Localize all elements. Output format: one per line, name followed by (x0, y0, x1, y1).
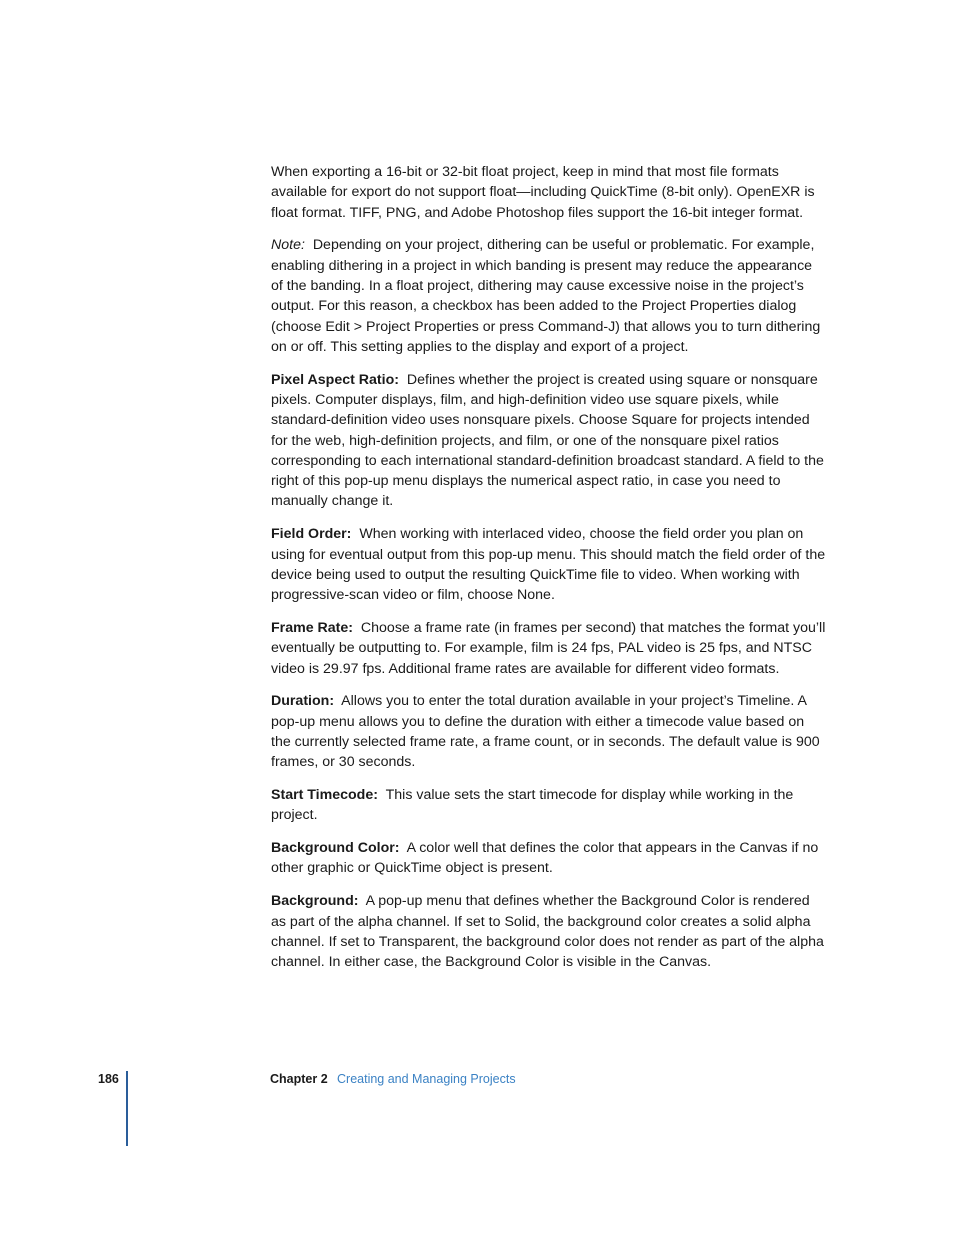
page-number: 186 (98, 1072, 119, 1086)
definition-text: A pop-up menu that defines whether the Background Color is rendered as part of the alpha channel. If set to Solid, the background color creates a solid alpha channel. If set to Transparent, the background color does not render as part of the alpha channel. In either case, the Background Color is visible in the Canvas. (271, 893, 824, 971)
definition-text: Choose a frame rate (in frames per second) that matches the format you’ll eventually be outputting to. For example, film is 24 fps, PAL video is 25 fps, and NTSC video is 29.97 fps. Additional frame rates are available for different video formats. (271, 619, 826, 677)
definition-term: Duration: (271, 693, 335, 710)
definition-start-timecode (271, 785, 827, 826)
definition-term: Background: (271, 893, 359, 910)
definition-pixel-aspect-ratio (271, 370, 827, 512)
definition-term: Frame Rate: (271, 619, 354, 636)
intro-paragraph: When exporting a 16-bit or 32-bit float project, keep in mind that most file formats available for export do not support float—including QuickTime (8-bit only). OpenEXR is float format. TIFF, PNG, and Adobe Photoshop files support the 16-bit integer format. (271, 164, 815, 221)
footer-divider (126, 1071, 128, 1146)
definition-term: Pixel Aspect Ratio: (271, 371, 399, 388)
body-text (271, 162, 827, 985)
definition-text: When working with interlaced video, choose the field order you plan on using for eventual output from this pop-up menu. This should match the field order of the device being used to output the resulting QuickTime file to video. When working with progressive-scan video or film, choose None. (271, 526, 826, 604)
definition-text: A color well that defines the color that appears in the Canvas if no other graphic or QuickTime object is present. (271, 840, 819, 877)
definition-text: This value sets the start timecode for display while working in the project. (271, 787, 794, 824)
note-paragraph (271, 235, 827, 357)
definition-background-color (271, 838, 827, 879)
definition-term: Start Timecode: (271, 787, 378, 804)
definition-text: Allows you to enter the total duration available in your project’s Timeline. A pop-up menu allows you to define the duration with either a timecode value based on the currently selected frame rate, a frame count, or in seconds. The default value is 900 frames, or 30 seconds. (271, 693, 820, 771)
definition-term: Field Order: (271, 526, 352, 543)
definition-background (271, 891, 827, 972)
definition-term: Background Color: (271, 840, 400, 857)
footer-chapter-label: Chapter 2 (270, 1072, 328, 1086)
definition-frame-rate (271, 618, 827, 679)
definition-field-order (271, 524, 827, 605)
definition-duration (271, 691, 827, 772)
note-label: Note: (271, 237, 305, 254)
definition-text: Defines whether the project is created using square or nonsquare pixels. Computer displays, film, and high-definition video use square pixels, while standard-definition video uses nonsquare pixels. Choose Square for projects intended for the web, high-definition projects, and film, or one of the nonsquare pixel ratios corresponding to each international standard-definition broadcast standard. A field to the right of this pop-up menu displays the numerical aspect ratio, in case you need to manually change it. (271, 371, 824, 510)
footer-chapter-title: Creating and Managing Projects (337, 1072, 516, 1086)
note-text: Depending on your project, dithering can be useful or problematic. For example, enabling dithering in a project in which banding is present may reduce the appearance of the banding. In a float project, dithering may cause excessive noise in the project’s output. For this reason, a checkbox has been added to the Project Properties dialog (choose Edit > Project Properties or press Command-J) that allows you to turn dithering on or off. This setting applies to the display and export of a project. (271, 237, 821, 355)
